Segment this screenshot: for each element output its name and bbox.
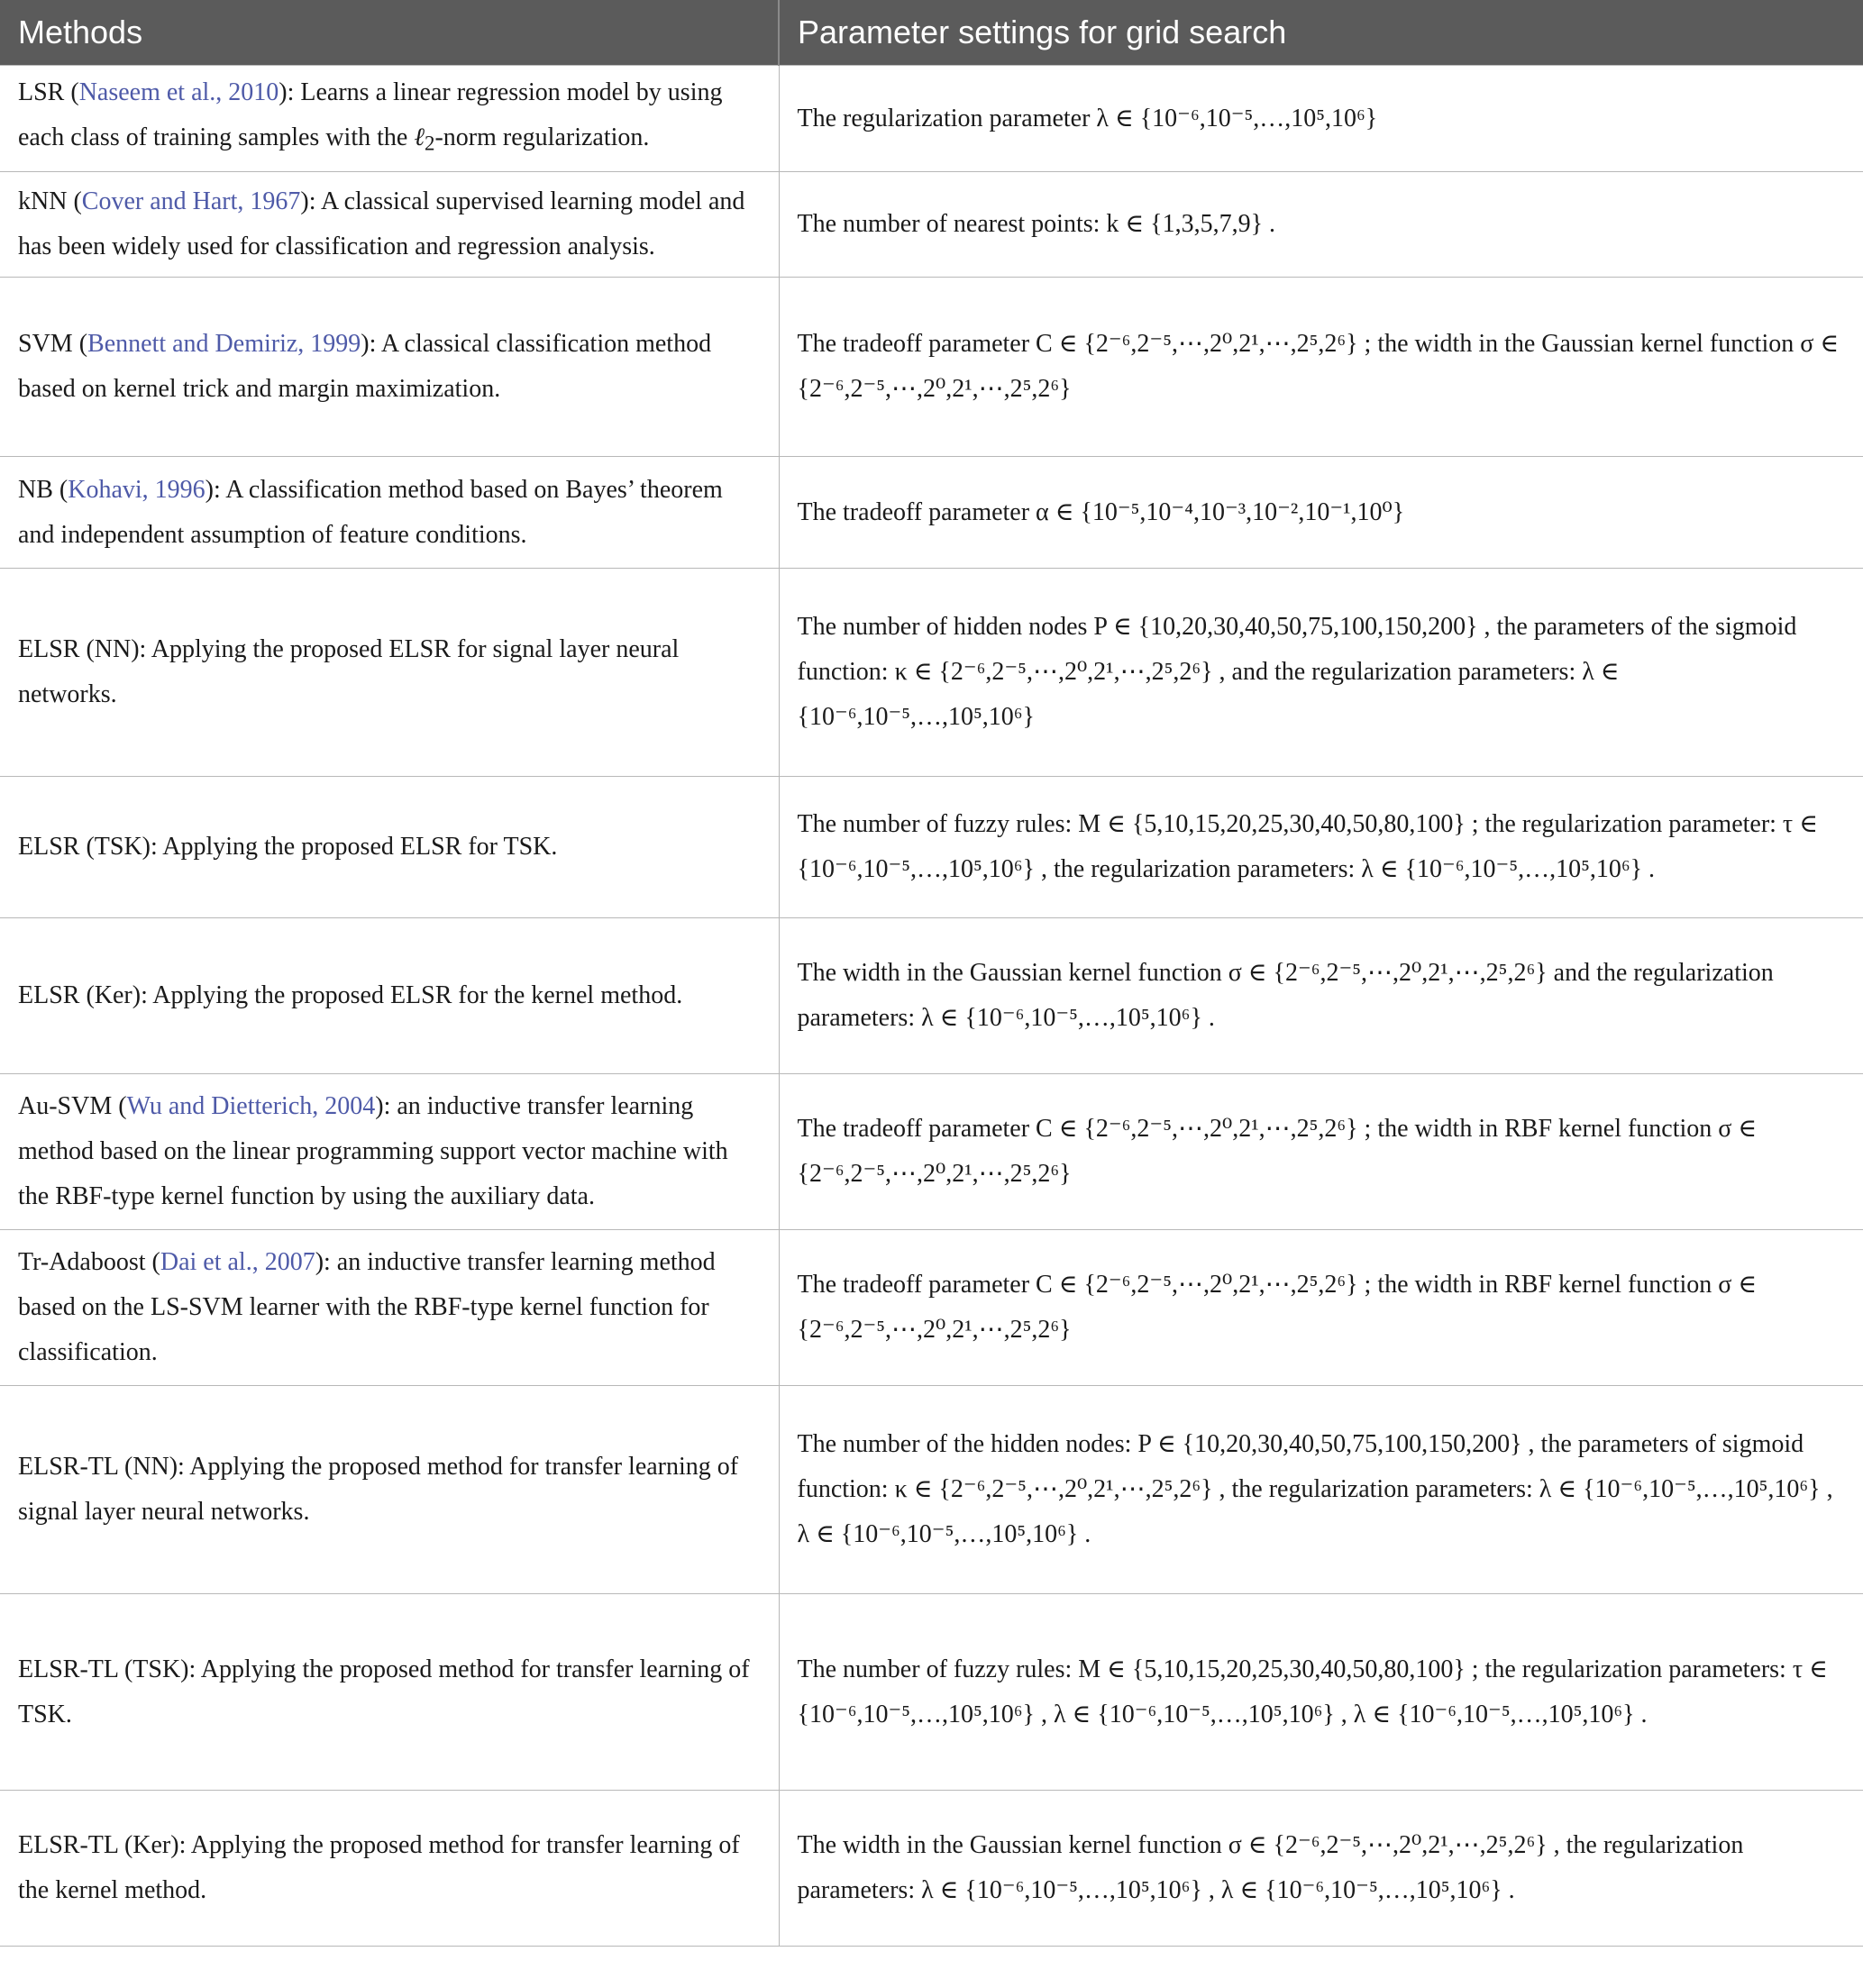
method-description: ): A classification method based on Bayes’ theorem and independent assumption of feature conditions.	[18, 475, 723, 549]
norm-subscript: 2	[425, 132, 435, 155]
table-row	[0, 278, 1863, 457]
citation-link[interactable]: Dai et al., 2007	[160, 1248, 315, 1276]
method-cell: SVM (Bennett and Demiriz, 1999): A classical classification method based on kernel trick and margin maximization.	[0, 278, 779, 457]
params-cell: The width in the Gaussian kernel function σ ∈ {2⁻⁶,2⁻⁵,⋯,2⁰,2¹,⋯,2⁵,2⁶} and the regularization parameters: λ ∈ {10⁻⁶,10⁻⁵,…,10⁵,10⁶} .	[779, 918, 1863, 1074]
header-row	[0, 0, 1863, 66]
method-description: ): an inductive transfer learning method based on the linear programming support vector machine with the RBF-type kernel function by using the auxiliary data.	[18, 1092, 728, 1210]
table-row	[0, 1074, 1863, 1230]
method-cell: Tr-Adaboost (Dai et al., 2007): an inductive transfer learning method based on the LS-SVM learner with the RBF-type kernel function for classification.	[0, 1230, 779, 1386]
params-cell: The number of nearest points: k ∈ {1,3,5,7,9} .	[779, 172, 1863, 278]
method-cell: LSR (Naseem et al., 2010): Learns a linear regression model by using each class of training samples with the ℓ$_2$-norm regularization.	[0, 66, 779, 172]
params-cell: The number of hidden nodes P ∈ {10,20,30,40,50,75,100,150,200} , the parameters of the sigmoid function: κ ∈ {2⁻⁶,2⁻⁵,⋯,2⁰,2¹,⋯,2⁵,2⁶} , and the regularization parameters: λ ∈ {10⁻⁶,10⁻⁵,…,10⁵,10⁶}	[779, 569, 1863, 777]
method-description-end: -norm regularization.	[434, 123, 650, 152]
method-cell: Au-SVM (Wu and Dietterich, 2004): an inductive transfer learning method based on the linear programming support vector machine with the RBF-type kernel function by using the auxiliary data.	[0, 1074, 779, 1230]
norm-symbol: ℓ	[414, 123, 425, 152]
method-description: ): A classical classification method based on kernel trick and margin maximization.	[18, 330, 712, 403]
params-header: Parameter settings for grid search	[779, 0, 1863, 66]
method-cell: ELSR (TSK): Applying the proposed ELSR for TSK.	[0, 777, 779, 918]
table-row	[0, 172, 1863, 278]
params-cell: The tradeoff parameter C ∈ {2⁻⁶,2⁻⁵,⋯,2⁰,2¹,⋯,2⁵,2⁶} ; the width in RBF kernel function σ ∈ {2⁻⁶,2⁻⁵,⋯,2⁰,2¹,⋯,2⁵,2⁶}	[779, 1074, 1863, 1230]
citation-link[interactable]: Kohavi, 1996	[68, 475, 205, 504]
method-cell: ELSR (NN): Applying the proposed ELSR for signal layer neural networks.	[0, 569, 779, 777]
table-row	[0, 66, 1863, 172]
table-row	[0, 777, 1863, 918]
method-cell: kNN (Cover and Hart, 1967): A classical supervised learning model and has been widely used for classification and regression analysis.	[0, 172, 779, 278]
citation-link[interactable]: Wu and Dietterich, 2004	[126, 1092, 376, 1120]
method-name: LSR	[18, 78, 65, 107]
params-cell: The regularization parameter λ ∈ {10⁻⁶,10⁻⁵,…,10⁵,10⁶}	[779, 66, 1863, 172]
table-row	[0, 1386, 1863, 1594]
method-cell: ELSR (Ker): Applying the proposed ELSR for the kernel method.	[0, 918, 779, 1074]
method-name: SVM	[18, 330, 73, 358]
method-description: ): A classical supervised learning model and has been widely used for classification and regression analysis.	[18, 187, 745, 260]
params-cell: The tradeoff parameter α ∈ {10⁻⁵,10⁻⁴,10⁻³,10⁻²,10⁻¹,10⁰}	[779, 457, 1863, 569]
citation-link[interactable]: Naseem et al., 2010	[78, 78, 279, 107]
method-cell: NB (Kohavi, 1996): A classification method based on Bayes’ theorem and independent assumption of feature conditions.	[0, 457, 779, 569]
table-row	[0, 1791, 1863, 1947]
method-name: NB	[18, 475, 53, 504]
params-cell: The tradeoff parameter C ∈ {2⁻⁶,2⁻⁵,⋯,2⁰,2¹,⋯,2⁵,2⁶} ; the width in RBF kernel function σ ∈ {2⁻⁶,2⁻⁵,⋯,2⁰,2¹,⋯,2⁵,2⁶}	[779, 1230, 1863, 1386]
method-cell: ELSR-TL (Ker): Applying the proposed method for transfer learning of the kernel method.	[0, 1791, 779, 1947]
method-description: ): an inductive transfer learning method based on the LS-SVM learner with the RBF-type kernel function for classification.	[18, 1248, 716, 1366]
params-cell: The number of fuzzy rules: M ∈ {5,10,15,20,25,30,40,50,80,100} ; the regularization parameters: τ ∈ {10⁻⁶,10⁻⁵,…,10⁵,10⁶} , λ ∈ {10⁻⁶,10⁻⁵,…,10⁵,10⁶} , λ ∈ {10⁻⁶,10⁻⁵,…,10⁵,10⁶} .	[779, 1594, 1863, 1791]
methods-header: Methods	[0, 0, 779, 66]
citation-link[interactable]: Bennett and Demiriz, 1999	[87, 330, 361, 358]
params-cell: The number of fuzzy rules: M ∈ {5,10,15,20,25,30,40,50,80,100} ; the regularization parameter: τ ∈ {10⁻⁶,10⁻⁵,…,10⁵,10⁶} , the regularization parameters: λ ∈ {10⁻⁶,10⁻⁵,…,10⁵,10⁶} .	[779, 777, 1863, 918]
params-cell: The width in the Gaussian kernel function σ ∈ {2⁻⁶,2⁻⁵,⋯,2⁰,2¹,⋯,2⁵,2⁶} , the regularization parameters: λ ∈ {10⁻⁶,10⁻⁵,…,10⁵,10⁶} , λ ∈ {10⁻⁶,10⁻⁵,…,10⁵,10⁶} .	[779, 1791, 1863, 1947]
method-cell: ELSR-TL (NN): Applying the proposed method for transfer learning of signal layer neural networks.	[0, 1386, 779, 1594]
method-name: Tr-Adaboost	[18, 1248, 146, 1276]
table-row	[0, 918, 1863, 1074]
table-row	[0, 1594, 1863, 1791]
params-cell: The tradeoff parameter C ∈ {2⁻⁶,2⁻⁵,⋯,2⁰,2¹,⋯,2⁵,2⁶} ; the width in the Gaussian kernel function σ ∈ {2⁻⁶,2⁻⁵,⋯,2⁰,2¹,⋯,2⁵,2⁶}	[779, 278, 1863, 457]
table-row	[0, 457, 1863, 569]
table-row	[0, 569, 1863, 777]
method-name: kNN	[18, 187, 68, 215]
table-row	[0, 1230, 1863, 1386]
method-name: Au-SVM	[18, 1092, 113, 1120]
method-cell: ELSR-TL (TSK): Applying the proposed method for transfer learning of TSK.	[0, 1594, 779, 1791]
citation-link[interactable]: Cover and Hart, 1967	[81, 187, 301, 215]
method-description: ): Learns a linear regression model by using each class of training samples with the	[18, 78, 723, 152]
params-cell: The number of the hidden nodes: P ∈ {10,20,30,40,50,75,100,150,200} , the parameters of sigmoid function: κ ∈ {2⁻⁶,2⁻⁵,⋯,2⁰,2¹,⋯,2⁵,2⁶} , the regularization parameters: λ ∈ {10⁻⁶,10⁻⁵,…,10⁵,10⁶} , λ ∈ {10⁻⁶,10⁻⁵,…,10⁵,10⁶} .	[779, 1386, 1863, 1594]
